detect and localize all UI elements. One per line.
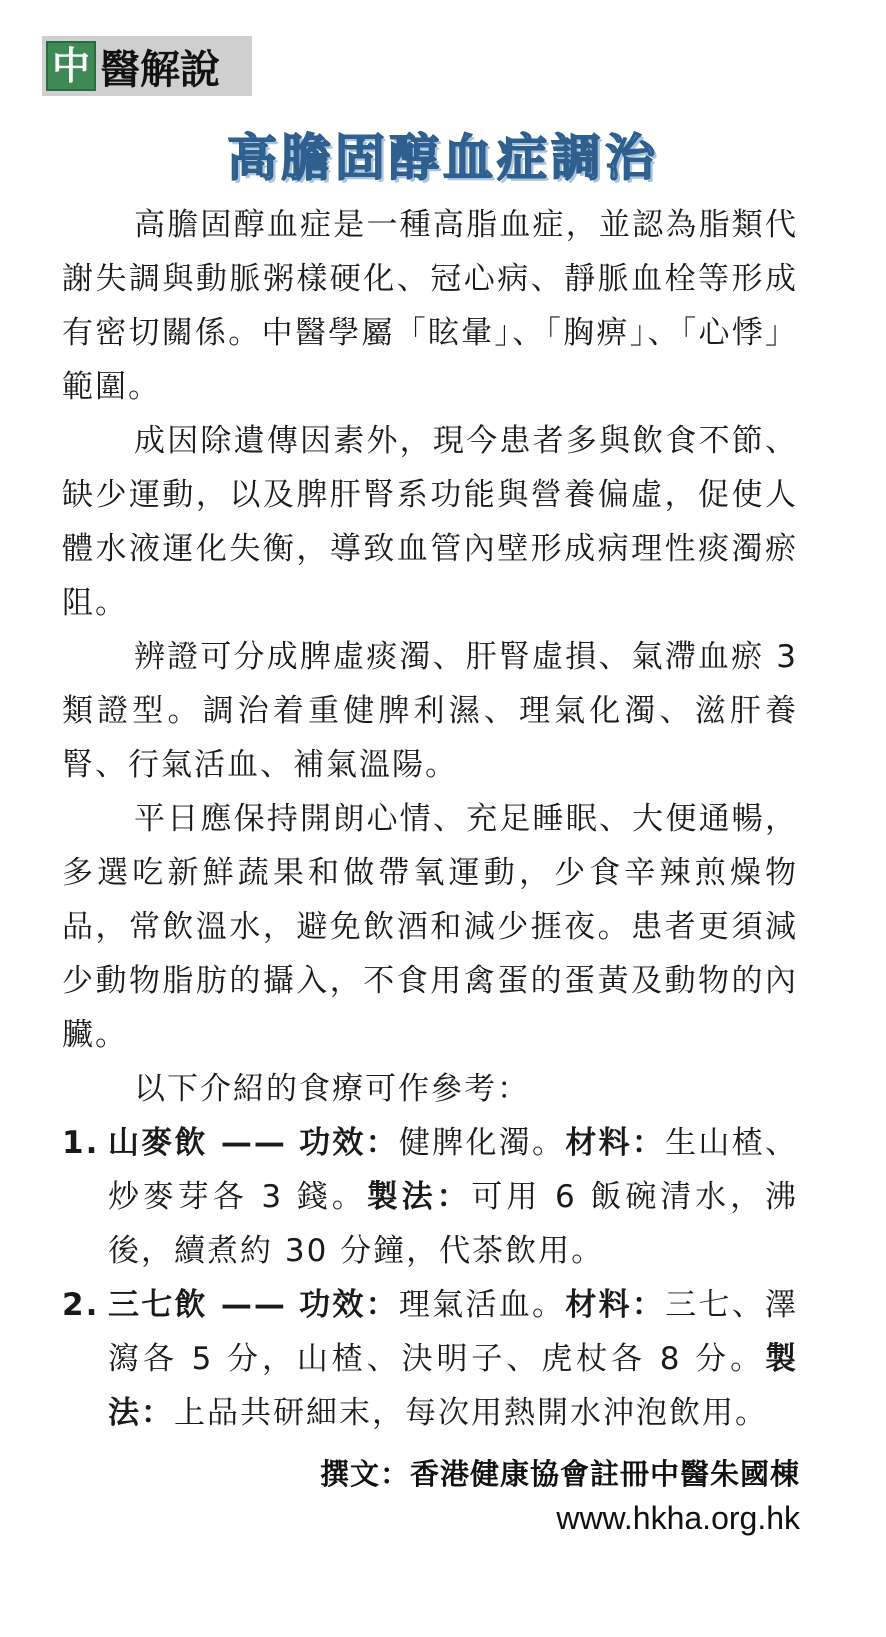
column-header xyxy=(42,36,252,96)
remedy-item xyxy=(62,1278,798,1440)
website-url: www.hkha.org.hk xyxy=(556,1500,800,1536)
remedy-name: 山麥飲 —— xyxy=(108,1125,287,1161)
column-label: 醫解說 xyxy=(100,46,220,93)
article-headline: 高膽固醇血症調治 xyxy=(227,129,659,187)
effect-label: 功效： xyxy=(299,1287,399,1323)
material-label: 材料： xyxy=(565,1287,666,1323)
remedies-intro: 以下介紹的食療可作參考： xyxy=(134,1071,530,1107)
paragraph-definition: 高膽固醇血症是一種高脂血症，並認為脂類代謝失調與動脈粥樣硬化、冠心病、靜脈血栓等形成有密切關係。中醫學屬「眩暈」、「胸痹」、「心悸」範圍。 xyxy=(62,207,798,405)
remedy-content xyxy=(108,1116,798,1278)
method-text: 可用 6 飯碗清水，沸後，續煮約 30 分鐘，代茶飲用。 xyxy=(108,1179,798,1269)
author-byline: 撰文：香港健康協會註冊中醫朱國棟 xyxy=(319,1457,800,1491)
effect-label: 功效： xyxy=(299,1125,399,1161)
method-label: 製法： xyxy=(366,1179,472,1215)
remedy-content xyxy=(108,1278,798,1440)
effect-text: 健脾化濁。 xyxy=(398,1125,566,1161)
paragraph-lifestyle: 平日應保持開朗心情、充足睡眠、大便通暢，多選吃新鮮蔬果和做帶氧運動，少食辛辣煎燥物品，常飲溫水，避免飲酒和減少捱夜。患者更須減少動物脂肪的攝入，不食用禽蛋的蛋黃及動物的內臟。 xyxy=(62,801,798,1053)
material-text: 生山楂、炒麥芽各 3 錢。 xyxy=(108,1125,798,1215)
article-body xyxy=(62,198,798,1440)
effect-text: 理氣活血。 xyxy=(398,1287,566,1323)
badge-character: 中 xyxy=(51,44,90,88)
remedy-name: 三七飲 —— xyxy=(108,1287,287,1323)
material-text: 三七、澤瀉各 5 分，山楂、決明子、虎杖各 8 分。 xyxy=(108,1287,798,1377)
method-label: 製法： xyxy=(108,1341,798,1431)
paragraph-diagnosis: 辨證可分成脾虛痰濁、肝腎虛損、氣滯血瘀 3 類證型。調治着重健脾利濕、理氣化濁、滋肝養腎、行氣活血、補氣溫陽。 xyxy=(62,639,798,783)
remedy-item xyxy=(62,1116,798,1278)
remedy-number: 2. xyxy=(62,1287,100,1323)
column-badge-icon xyxy=(46,41,96,91)
remedy-number: 1. xyxy=(62,1125,100,1161)
method-text: 上品共研細末，每次用熱開水沖泡飲用。 xyxy=(174,1395,768,1431)
paragraph-causes: 成因除遺傳因素外，現今患者多與飲食不節、缺少運動，以及脾肝腎系功能與營養偏虛，促使人體水液運化失衡，導致血管內壁形成病理性痰濁瘀阻。 xyxy=(62,423,798,621)
material-label: 材料： xyxy=(565,1125,666,1161)
